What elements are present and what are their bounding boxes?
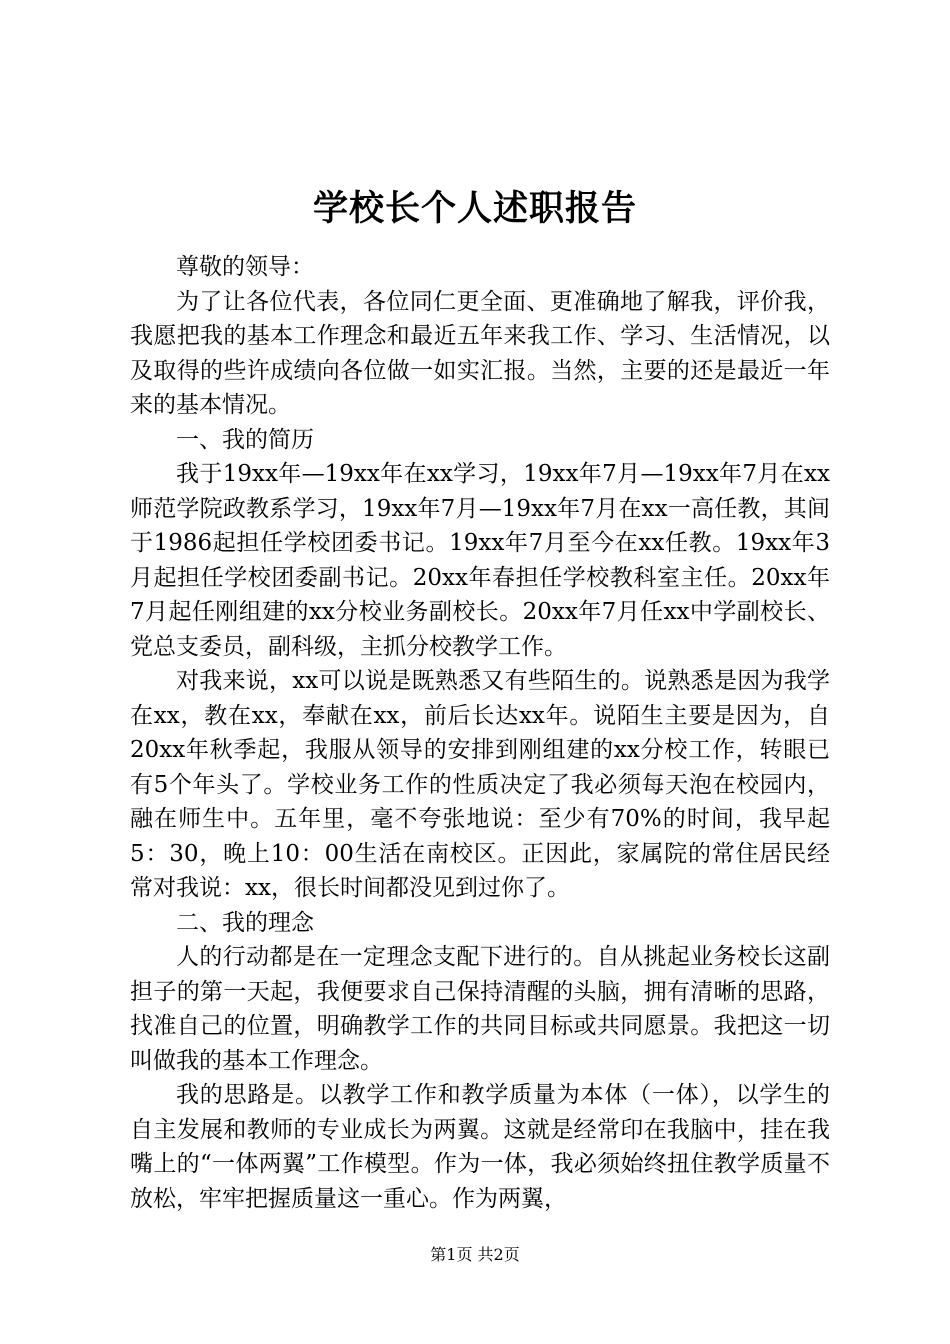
paragraph-philosophy: 人的行动都是在一定理念支配下进行的。自从挑起业务校长这副担子的第一天起，我便要求自己保持清醒的头脑，拥有清晰的思路，找准自己的位置，明确教学工作的共同目标或共同愿景。我把这一切叫做我的基本工作理念。 <box>130 944 830 1074</box>
section-heading-resume: 一、我的简历 <box>176 426 314 453</box>
paragraph-approach: 我的思路是。以教学工作和教学质量为本体（一体），以学生的自主发展和教师的专业成长为两翼。这就是经常印在我脑中，挂在我嘴上的“一体两翼”工作模型。作为一体，我必须始终扭住教学质量不放松，牢牢把握质量这一重心。作为两翼， <box>130 1082 830 1212</box>
document-body <box>130 250 830 1216</box>
paragraph-familiarity: 对我来说，xx可以说是既熟悉又有些陌生的。说熟悉是因为我学在xx，教在xx，奉献在xx，前后长达xx年。说陌生主要是因为，自20xx年秋季起，我服从领导的安排到刚组建的xx分校工作，转眼已有5个年头了。学校业务工作的性质决定了我必须每天泡在校园内，融在师生中。五年里，毫不夸张地说：至少有70%的时间，我早起5：30，晚上10：00生活在南校区。正因此，家属院的常住居民经常对我说：xx，很长时间都没见到过你了。 <box>130 668 830 901</box>
document-title: 学校长个人述职报告 <box>312 188 637 229</box>
section-heading-philosophy: 二、我的理念 <box>176 909 314 936</box>
paragraph-resume: 我于19xx年—19xx年在xx学习，19xx年7月—19xx年7月在xx师范学院政教系学习，19xx年7月—19xx年7月在xx一高任教，其间于1986起担任学校团委书记。19xx年7月至今在xx任教。19xx年3月起担任学校团委副书记。20xx年春担任学校教科室主任。20xx年7月起任刚组建的xx分校业务副校长。20xx年7月任xx中学副校长、党总支委员，副科级，主抓分校教学工作。 <box>130 461 830 660</box>
paragraph-intro: 为了让各位代表，各位同仁更全面、更准确地了解我，评价我，我愿把我的基本工作理念和最近五年来我工作、学习、生活情况，以及取得的些许成绩向各位做一如实汇报。当然，主要的还是最近一年来的基本情况。 <box>130 288 830 418</box>
paragraph-salutation: 尊敬的领导： <box>176 254 314 280</box>
page-number: 第1页 共2页 <box>430 1245 520 1264</box>
